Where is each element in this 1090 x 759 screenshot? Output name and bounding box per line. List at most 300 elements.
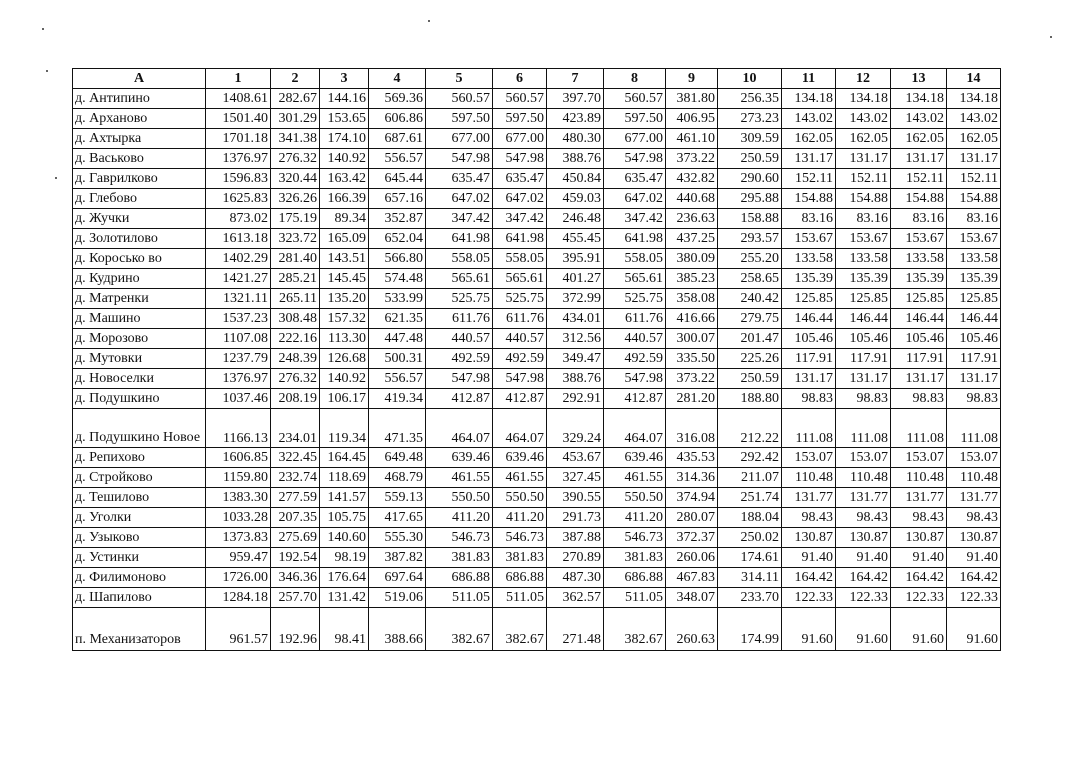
value-cell: 323.72 xyxy=(271,229,320,249)
row-name-cell: д. Васьково xyxy=(73,149,206,169)
header-cell-11: 11 xyxy=(782,69,836,89)
value-cell: 412.87 xyxy=(426,389,493,409)
value-cell: 677.00 xyxy=(426,129,493,149)
value-cell: 98.43 xyxy=(836,508,891,528)
value-cell: 559.13 xyxy=(369,488,426,508)
value-cell: 134.18 xyxy=(836,89,891,109)
value-cell: 447.48 xyxy=(369,329,426,349)
table-row xyxy=(73,369,1001,389)
value-cell: 131.17 xyxy=(782,149,836,169)
value-cell: 341.38 xyxy=(271,129,320,149)
row-name-cell: д. Тешилово xyxy=(73,488,206,508)
value-cell: 131.77 xyxy=(782,488,836,508)
value-cell: 635.47 xyxy=(426,169,493,189)
value-cell: 126.68 xyxy=(320,349,369,369)
header-cell-6: 6 xyxy=(493,69,547,89)
value-cell: 125.85 xyxy=(947,289,1001,309)
value-cell: 467.83 xyxy=(666,568,718,588)
row-name-cell: д. Коросько во xyxy=(73,249,206,269)
value-cell: 98.41 xyxy=(320,608,369,651)
value-cell: 260.63 xyxy=(666,608,718,651)
value-cell: 176.64 xyxy=(320,568,369,588)
value-cell: 290.60 xyxy=(718,169,782,189)
value-cell: 131.77 xyxy=(836,488,891,508)
table-row xyxy=(73,289,1001,309)
data-table xyxy=(72,68,1001,651)
value-cell: 373.22 xyxy=(666,369,718,389)
value-cell: 207.35 xyxy=(271,508,320,528)
value-cell: 412.87 xyxy=(493,389,547,409)
value-cell: 566.80 xyxy=(369,249,426,269)
value-cell: 164.42 xyxy=(782,568,836,588)
value-cell: 322.45 xyxy=(271,448,320,468)
value-cell: 547.98 xyxy=(604,369,666,389)
value-cell: 277.59 xyxy=(271,488,320,508)
value-cell: 154.88 xyxy=(782,189,836,209)
value-cell: 411.20 xyxy=(493,508,547,528)
table-row xyxy=(73,588,1001,608)
value-cell: 256.35 xyxy=(718,89,782,109)
value-cell: 419.34 xyxy=(369,389,426,409)
header-cell-3: 3 xyxy=(320,69,369,89)
value-cell: 525.75 xyxy=(493,289,547,309)
value-cell: 117.91 xyxy=(947,349,1001,369)
row-name-cell: д. Ахтырка xyxy=(73,129,206,149)
value-cell: 110.48 xyxy=(782,468,836,488)
value-cell: 519.06 xyxy=(369,588,426,608)
value-cell: 416.66 xyxy=(666,309,718,329)
value-cell: 131.17 xyxy=(836,369,891,389)
value-cell: 320.44 xyxy=(271,169,320,189)
value-cell: 677.00 xyxy=(604,129,666,149)
value-cell: 423.89 xyxy=(547,109,604,129)
value-cell: 285.21 xyxy=(271,269,320,289)
value-cell: 158.88 xyxy=(718,209,782,229)
value-cell: 153.07 xyxy=(782,448,836,468)
value-cell: 346.36 xyxy=(271,568,320,588)
value-cell: 162.05 xyxy=(782,129,836,149)
table-row xyxy=(73,169,1001,189)
value-cell: 281.40 xyxy=(271,249,320,269)
value-cell: 1166.13 xyxy=(206,409,271,448)
value-cell: 143.02 xyxy=(836,109,891,129)
table-row xyxy=(73,209,1001,229)
value-cell: 140.60 xyxy=(320,528,369,548)
value-cell: 560.57 xyxy=(426,89,493,109)
value-cell: 153.07 xyxy=(947,448,1001,468)
value-cell: 98.43 xyxy=(782,508,836,528)
value-cell: 208.19 xyxy=(271,389,320,409)
row-name-cell: д. Машино xyxy=(73,309,206,329)
value-cell: 606.86 xyxy=(369,109,426,129)
value-cell: 91.60 xyxy=(782,608,836,651)
value-cell: 98.83 xyxy=(782,389,836,409)
value-cell: 131.17 xyxy=(836,149,891,169)
value-cell: 131.17 xyxy=(947,369,1001,389)
value-cell: 188.04 xyxy=(718,508,782,528)
value-cell: 440.57 xyxy=(426,329,493,349)
value-cell: 1408.61 xyxy=(206,89,271,109)
value-cell: 145.45 xyxy=(320,269,369,289)
value-cell: 1376.97 xyxy=(206,369,271,389)
value-cell: 550.50 xyxy=(493,488,547,508)
row-name-cell: д. Матренки xyxy=(73,289,206,309)
value-cell: 105.75 xyxy=(320,508,369,528)
row-name-cell: д. Шапилово xyxy=(73,588,206,608)
header-cell-7: 7 xyxy=(547,69,604,89)
value-cell: 461.55 xyxy=(493,468,547,488)
value-cell: 83.16 xyxy=(891,209,947,229)
value-cell: 119.34 xyxy=(320,409,369,448)
value-cell: 143.02 xyxy=(782,109,836,129)
value-cell: 164.45 xyxy=(320,448,369,468)
value-cell: 201.47 xyxy=(718,329,782,349)
value-cell: 639.46 xyxy=(493,448,547,468)
header-cell-10: 10 xyxy=(718,69,782,89)
value-cell: 154.88 xyxy=(836,189,891,209)
value-cell: 271.48 xyxy=(547,608,604,651)
value-cell: 511.05 xyxy=(604,588,666,608)
value-cell: 250.02 xyxy=(718,528,782,548)
table-row xyxy=(73,448,1001,468)
value-cell: 1284.18 xyxy=(206,588,271,608)
row-name-cell: д. Жучки xyxy=(73,209,206,229)
header-cell-8: 8 xyxy=(604,69,666,89)
value-cell: 347.42 xyxy=(493,209,547,229)
value-cell: 533.99 xyxy=(369,289,426,309)
value-cell: 110.48 xyxy=(836,468,891,488)
value-cell: 91.60 xyxy=(947,608,1001,651)
table-row xyxy=(73,548,1001,568)
value-cell: 597.50 xyxy=(604,109,666,129)
value-cell: 131.17 xyxy=(782,369,836,389)
value-cell: 1107.08 xyxy=(206,329,271,349)
value-cell: 1037.46 xyxy=(206,389,271,409)
value-cell: 385.23 xyxy=(666,269,718,289)
value-cell: 546.73 xyxy=(426,528,493,548)
value-cell: 611.76 xyxy=(604,309,666,329)
table-row xyxy=(73,149,1001,169)
row-name-cell: д. Морозово xyxy=(73,329,206,349)
value-cell: 281.20 xyxy=(666,389,718,409)
header-row xyxy=(73,69,1001,89)
value-cell: 500.31 xyxy=(369,349,426,369)
value-cell: 657.16 xyxy=(369,189,426,209)
value-cell: 125.85 xyxy=(891,289,947,309)
value-cell: 358.08 xyxy=(666,289,718,309)
value-cell: 122.33 xyxy=(947,588,1001,608)
scan-speck xyxy=(1050,36,1052,38)
row-name-cell: п. Механизаторов xyxy=(73,608,206,651)
value-cell: 162.05 xyxy=(891,129,947,149)
row-name-cell: д. Антипино xyxy=(73,89,206,109)
value-cell: 558.05 xyxy=(493,249,547,269)
value-cell: 152.11 xyxy=(836,169,891,189)
table-body xyxy=(73,89,1001,651)
value-cell: 432.82 xyxy=(666,169,718,189)
value-cell: 635.47 xyxy=(604,169,666,189)
value-cell: 117.91 xyxy=(836,349,891,369)
value-cell: 645.44 xyxy=(369,169,426,189)
value-cell: 162.05 xyxy=(947,129,1001,149)
value-cell: 687.61 xyxy=(369,129,426,149)
value-cell: 134.18 xyxy=(891,89,947,109)
value-cell: 211.07 xyxy=(718,468,782,488)
value-cell: 130.87 xyxy=(947,528,1001,548)
value-cell: 280.07 xyxy=(666,508,718,528)
value-cell: 291.73 xyxy=(547,508,604,528)
value-cell: 374.94 xyxy=(666,488,718,508)
value-cell: 309.59 xyxy=(718,129,782,149)
value-cell: 611.76 xyxy=(426,309,493,329)
value-cell: 98.83 xyxy=(891,389,947,409)
value-cell: 461.55 xyxy=(426,468,493,488)
value-cell: 556.57 xyxy=(369,369,426,389)
value-cell: 98.19 xyxy=(320,548,369,568)
value-cell: 146.44 xyxy=(947,309,1001,329)
value-cell: 125.85 xyxy=(836,289,891,309)
value-cell: 135.20 xyxy=(320,289,369,309)
value-cell: 641.98 xyxy=(493,229,547,249)
value-cell: 511.05 xyxy=(426,588,493,608)
value-cell: 641.98 xyxy=(604,229,666,249)
header-cell-12: 12 xyxy=(836,69,891,89)
value-cell: 273.23 xyxy=(718,109,782,129)
value-cell: 133.58 xyxy=(836,249,891,269)
scan-speck xyxy=(42,28,44,30)
value-cell: 412.87 xyxy=(604,389,666,409)
value-cell: 959.47 xyxy=(206,548,271,568)
value-cell: 480.30 xyxy=(547,129,604,149)
value-cell: 565.61 xyxy=(493,269,547,289)
value-cell: 437.25 xyxy=(666,229,718,249)
value-cell: 547.98 xyxy=(493,369,547,389)
value-cell: 117.91 xyxy=(891,349,947,369)
header-cell-a: А xyxy=(73,69,206,89)
value-cell: 1373.83 xyxy=(206,528,271,548)
value-cell: 174.61 xyxy=(718,548,782,568)
row-name-cell: д. Новоселки xyxy=(73,369,206,389)
value-cell: 270.89 xyxy=(547,548,604,568)
value-cell: 453.67 xyxy=(547,448,604,468)
value-cell: 471.35 xyxy=(369,409,426,448)
value-cell: 373.22 xyxy=(666,149,718,169)
value-cell: 639.46 xyxy=(604,448,666,468)
value-cell: 406.95 xyxy=(666,109,718,129)
value-cell: 105.46 xyxy=(782,329,836,349)
value-cell: 417.65 xyxy=(369,508,426,528)
table-row xyxy=(73,528,1001,548)
value-cell: 1537.23 xyxy=(206,309,271,329)
table-row xyxy=(73,309,1001,329)
scan-speck xyxy=(428,20,430,22)
value-cell: 89.34 xyxy=(320,209,369,229)
table-row xyxy=(73,409,1001,448)
value-cell: 597.50 xyxy=(493,109,547,129)
value-cell: 565.61 xyxy=(426,269,493,289)
value-cell: 105.46 xyxy=(947,329,1001,349)
value-cell: 329.24 xyxy=(547,409,604,448)
value-cell: 295.88 xyxy=(718,189,782,209)
header-cell-5: 5 xyxy=(426,69,493,89)
value-cell: 381.83 xyxy=(604,548,666,568)
value-cell: 574.48 xyxy=(369,269,426,289)
value-cell: 555.30 xyxy=(369,528,426,548)
value-cell: 152.11 xyxy=(947,169,1001,189)
value-cell: 131.77 xyxy=(947,488,1001,508)
value-cell: 560.57 xyxy=(604,89,666,109)
value-cell: 397.70 xyxy=(547,89,604,109)
value-cell: 122.33 xyxy=(891,588,947,608)
value-cell: 639.46 xyxy=(426,448,493,468)
header-cell-1: 1 xyxy=(206,69,271,89)
value-cell: 492.59 xyxy=(493,349,547,369)
value-cell: 349.47 xyxy=(547,349,604,369)
value-cell: 492.59 xyxy=(604,349,666,369)
value-cell: 647.02 xyxy=(493,189,547,209)
value-cell: 157.32 xyxy=(320,309,369,329)
value-cell: 250.59 xyxy=(718,149,782,169)
value-cell: 352.87 xyxy=(369,209,426,229)
value-cell: 686.88 xyxy=(493,568,547,588)
value-cell: 110.48 xyxy=(891,468,947,488)
value-cell: 1606.85 xyxy=(206,448,271,468)
value-cell: 382.67 xyxy=(493,608,547,651)
value-cell: 492.59 xyxy=(426,349,493,369)
value-cell: 395.91 xyxy=(547,249,604,269)
value-cell: 113.30 xyxy=(320,329,369,349)
value-cell: 382.67 xyxy=(426,608,493,651)
value-cell: 547.98 xyxy=(426,149,493,169)
value-cell: 362.57 xyxy=(547,588,604,608)
value-cell: 401.27 xyxy=(547,269,604,289)
value-cell: 487.30 xyxy=(547,568,604,588)
value-cell: 83.16 xyxy=(947,209,1001,229)
header-cell-2: 2 xyxy=(271,69,320,89)
value-cell: 135.39 xyxy=(836,269,891,289)
value-cell: 153.67 xyxy=(836,229,891,249)
row-name-cell: д. Гаврилково xyxy=(73,169,206,189)
value-cell: 450.84 xyxy=(547,169,604,189)
value-cell: 1701.18 xyxy=(206,129,271,149)
value-cell: 192.54 xyxy=(271,548,320,568)
value-cell: 308.48 xyxy=(271,309,320,329)
value-cell: 153.07 xyxy=(836,448,891,468)
value-cell: 83.16 xyxy=(836,209,891,229)
value-cell: 1321.11 xyxy=(206,289,271,309)
value-cell: 316.08 xyxy=(666,409,718,448)
value-cell: 390.55 xyxy=(547,488,604,508)
value-cell: 111.08 xyxy=(782,409,836,448)
value-cell: 98.43 xyxy=(947,508,1001,528)
row-name-cell: д. Подушкино xyxy=(73,389,206,409)
value-cell: 122.33 xyxy=(782,588,836,608)
table-row xyxy=(73,329,1001,349)
value-cell: 1613.18 xyxy=(206,229,271,249)
value-cell: 649.48 xyxy=(369,448,426,468)
value-cell: 98.43 xyxy=(891,508,947,528)
row-name-cell: д. Глебово xyxy=(73,189,206,209)
value-cell: 652.04 xyxy=(369,229,426,249)
value-cell: 111.08 xyxy=(947,409,1001,448)
row-name-cell: д. Устинки xyxy=(73,548,206,568)
value-cell: 1159.80 xyxy=(206,468,271,488)
table-row xyxy=(73,389,1001,409)
row-name-cell: д. Уголки xyxy=(73,508,206,528)
value-cell: 111.08 xyxy=(836,409,891,448)
value-cell: 154.88 xyxy=(891,189,947,209)
value-cell: 130.87 xyxy=(891,528,947,548)
value-cell: 265.11 xyxy=(271,289,320,309)
value-cell: 125.85 xyxy=(782,289,836,309)
value-cell: 611.76 xyxy=(493,309,547,329)
header-cell-9: 9 xyxy=(666,69,718,89)
value-cell: 1033.28 xyxy=(206,508,271,528)
value-cell: 511.05 xyxy=(493,588,547,608)
value-cell: 459.03 xyxy=(547,189,604,209)
value-cell: 163.42 xyxy=(320,169,369,189)
value-cell: 387.88 xyxy=(547,528,604,548)
value-cell: 188.80 xyxy=(718,389,782,409)
value-cell: 111.08 xyxy=(891,409,947,448)
value-cell: 232.74 xyxy=(271,468,320,488)
value-cell: 434.01 xyxy=(547,309,604,329)
value-cell: 312.56 xyxy=(547,329,604,349)
value-cell: 464.07 xyxy=(604,409,666,448)
value-cell: 140.92 xyxy=(320,149,369,169)
value-cell: 143.02 xyxy=(947,109,1001,129)
value-cell: 146.44 xyxy=(782,309,836,329)
value-cell: 282.67 xyxy=(271,89,320,109)
row-name-cell: д. Репихово xyxy=(73,448,206,468)
value-cell: 248.39 xyxy=(271,349,320,369)
value-cell: 105.46 xyxy=(891,329,947,349)
value-cell: 647.02 xyxy=(426,189,493,209)
value-cell: 293.57 xyxy=(718,229,782,249)
value-cell: 547.98 xyxy=(426,369,493,389)
table-row xyxy=(73,608,1001,651)
value-cell: 164.42 xyxy=(891,568,947,588)
value-cell: 440.57 xyxy=(604,329,666,349)
value-cell: 372.37 xyxy=(666,528,718,548)
value-cell: 144.16 xyxy=(320,89,369,109)
value-cell: 1596.83 xyxy=(206,169,271,189)
value-cell: 546.73 xyxy=(493,528,547,548)
value-cell: 279.75 xyxy=(718,309,782,329)
value-cell: 153.67 xyxy=(782,229,836,249)
value-cell: 697.64 xyxy=(369,568,426,588)
value-cell: 175.19 xyxy=(271,209,320,229)
value-cell: 455.45 xyxy=(547,229,604,249)
value-cell: 621.35 xyxy=(369,309,426,329)
value-cell: 440.68 xyxy=(666,189,718,209)
table-row xyxy=(73,109,1001,129)
value-cell: 292.91 xyxy=(547,389,604,409)
value-cell: 143.51 xyxy=(320,249,369,269)
value-cell: 135.39 xyxy=(947,269,1001,289)
value-cell: 677.00 xyxy=(493,129,547,149)
value-cell: 686.88 xyxy=(604,568,666,588)
value-cell: 547.98 xyxy=(493,149,547,169)
value-cell: 131.42 xyxy=(320,588,369,608)
value-cell: 411.20 xyxy=(604,508,666,528)
value-cell: 381.80 xyxy=(666,89,718,109)
value-cell: 347.42 xyxy=(426,209,493,229)
value-cell: 1421.27 xyxy=(206,269,271,289)
row-name-cell: д. Узыково xyxy=(73,528,206,548)
value-cell: 134.18 xyxy=(782,89,836,109)
value-cell: 250.59 xyxy=(718,369,782,389)
